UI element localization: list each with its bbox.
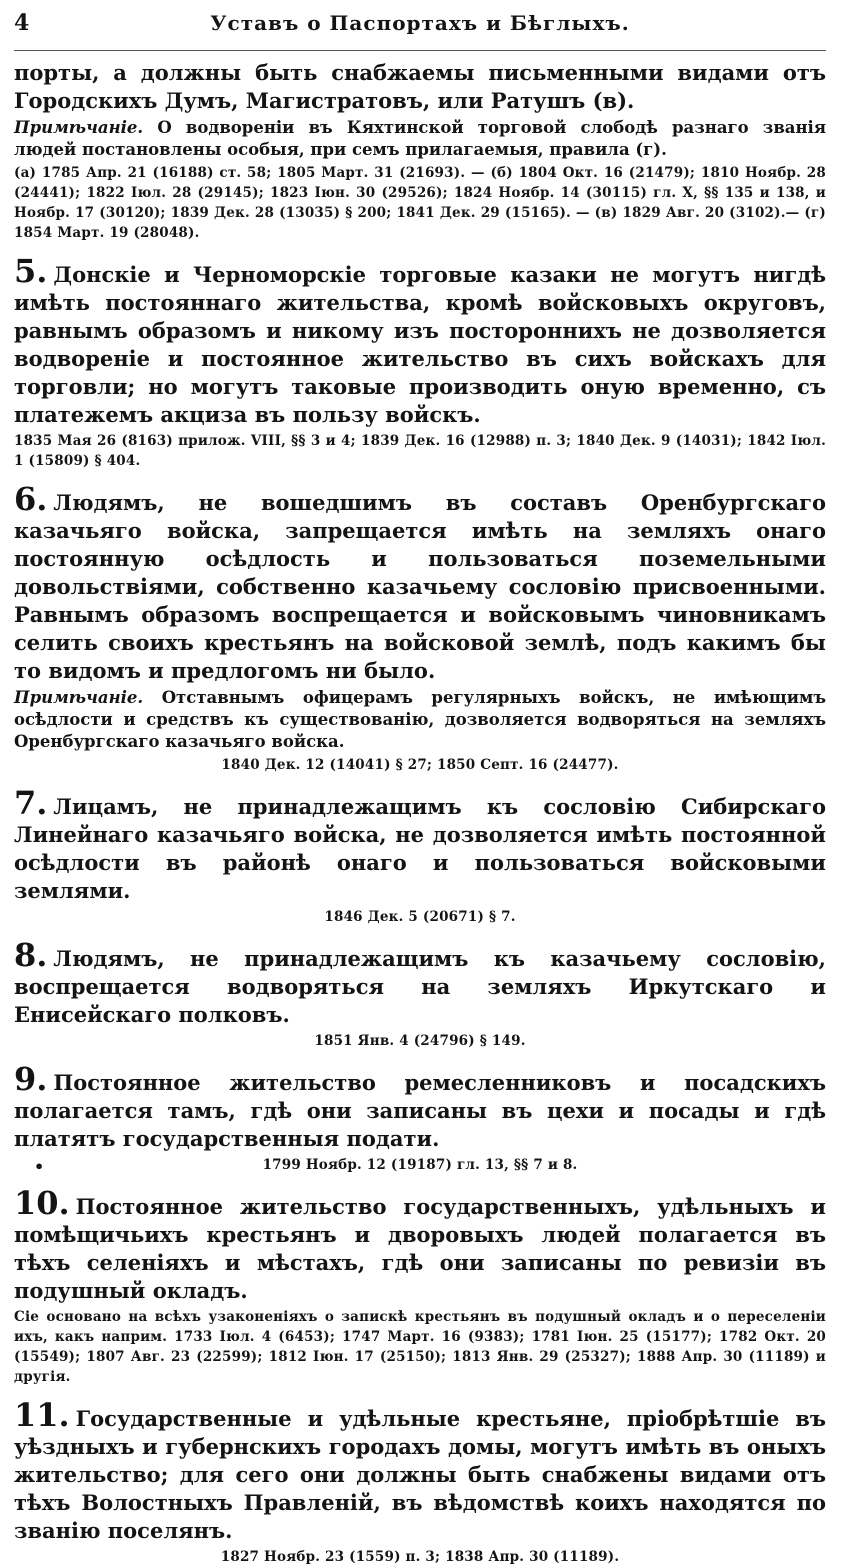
article-note: [14, 687, 826, 753]
note-label: Примѣчаніе.: [14, 118, 144, 137]
page-header: [14, 10, 826, 51]
article-11: [14, 1396, 826, 1567]
article-number: 6.: [14, 480, 48, 518]
article-number: 11.: [14, 1396, 70, 1434]
article-text: [14, 1184, 826, 1305]
article-number: 8.: [14, 936, 48, 974]
article-9: [14, 1060, 826, 1176]
article-7: [14, 784, 826, 927]
article-5: [14, 252, 826, 471]
page-number: 4: [14, 10, 30, 36]
article-number: 10.: [14, 1184, 70, 1222]
references-row: [14, 1155, 826, 1175]
article-number: 7.: [14, 784, 48, 822]
note-text: О водвореніи въ Кяхтинской торговой слободѣ разнаго званія людей постановлены особыя, при семъ прилагаемыя, правила (г).: [14, 118, 827, 159]
article-references: Сіе основано на всѣхъ узаконеніяхъ о запискѣ крестьянъ въ подушный окладъ и о переселеніи ихъ, какъ наприм. 1733 Іюл. 4 (6453); 1747 Март. 16 (9383); 1781 Іюн. 25 (15177); 1782 Окт. 20 (15549); 1807 Авг. 23 (22599); 1812 Іюн. 17 (25150); 1813 Янв. 29 (25327); 1888 Апр. 30 (11189) и другія.: [14, 1309, 826, 1385]
article-body: Донскіе и Черноморскіе торговые казаки не могутъ нигдѣ имѣть постояннаго жительства, кромѣ войсковыхъ округовъ, равнымъ образомъ и никому изъ постороннихъ не дозволяется водвореніе и постоянное жительство въ сихъ войскахъ для торговли; но могутъ таковые производить оную временно, съ платежемъ акциза въ пользу войскъ.: [14, 262, 826, 427]
article-body: Людямъ, не вошедшимъ въ составъ Оренбургскаго казачьяго войска, запрещается имѣть на земляхъ онаго постоянную осѣдлость и пользоваться поземельными довольствіями, собственно казачьему сословію присвоенными. Равнымъ образомъ воспрещается и войсковымъ чиновникамъ селить своихъ крестьянъ на войсковой землѣ, подъ какимъ бы то видомъ и предлогомъ ни было.: [14, 490, 826, 683]
intro-note: [14, 117, 826, 161]
article-text: [14, 936, 826, 1029]
article-10: [14, 1184, 826, 1387]
article-body: Лицамъ, не принадлежащимъ къ сословію Сибирскаго Линейнаго казачьяго войска, не дозволяется имѣть постоянной осѣдлости въ районѣ онаго и пользоваться войсковыми землями.: [14, 794, 826, 903]
article-body: Государственные и удѣльные крестьяне, пріобрѣтшіе въ уѣздныхъ и губернскихъ городахъ домы, могутъ имѣть въ оныхъ жительство; для сего они должны быть снабжены видами отъ тѣхъ Волостныхъ Правленій, въ вѣдомствѣ коихъ находятся по званію поселянъ.: [14, 1406, 826, 1543]
article-number: 9.: [14, 1060, 48, 1098]
intro-block: [14, 59, 826, 243]
intro-references: (а) 1785 Апр. 21 (16188) ст. 58; 1805 Март. 31 (21693). — (б) 1804 Окт. 16 (21479); 1810 Ноябр. 28 (24441); 1822 Іюл. 28 (29145); 1823 Іюн. 30 (29526); 1824 Ноябр. 14 (30115) гл. X, §§ 135 и 138, и Ноябр. 17 (30120); 1839 Дек. 28 (13035) § 200; 1841 Дек. 29 (15165). — (в) 1829 Авг. 20 (3102).— (г) 1854 Март. 19 (28048).: [14, 165, 826, 241]
article-references: 1846 Дек. 5 (20671) § 7.: [324, 909, 516, 925]
article-text: [14, 252, 826, 429]
article-references: 1840 Дек. 12 (14041) § 27; 1850 Септ. 16 (24477).: [221, 757, 619, 773]
article-text: [14, 480, 826, 685]
intro-paragraph: порты, а должны быть снабжаемы письменными видами отъ Городскихъ Думъ, Магистратовъ, или Ратушъ (в).: [14, 60, 826, 113]
article-references: 1835 Мая 26 (8163) прилож. VIII, §§ 3 и 4; 1839 Дек. 16 (12988) п. 3; 1840 Дек. 9 (14031); 1842 Іюл. 1 (15809) § 404.: [14, 433, 826, 469]
article-text: [14, 1396, 826, 1545]
article-body: Постоянное жительство ремесленниковъ и посадскихъ полагается тамъ, гдѣ они записаны въ цехи и посады и гдѣ платятъ государственныя подати.: [14, 1070, 826, 1151]
note-text: Отставнымъ офицерамъ регулярныхъ войскъ, не имѣющимъ осѣдлости и средствъ къ существованію, дозволяется водворяться на земляхъ Оренбургскаго казачьяго войска.: [14, 688, 826, 751]
article-references: 1851 Янв. 4 (24796) § 149.: [314, 1033, 526, 1049]
article-body: Людямъ, не принадлежащимъ къ казачьему сословію, воспрещается водворяться на земляхъ Иркутскаго и Енисейскаго полковъ.: [14, 946, 826, 1027]
article-references: 1799 Ноябр. 12 (19187) гл. 13, §§ 7 и 8.: [262, 1157, 578, 1173]
article-references: 1827 Ноябр. 23 (1559) п. 3; 1838 Апр. 30 (11189).: [220, 1549, 620, 1565]
note-label: Примѣчаніе.: [14, 688, 144, 707]
article-number: 5.: [14, 252, 48, 290]
article-8: [14, 936, 826, 1051]
article-body: Постоянное жительство государственныхъ, удѣльныхъ и помѣщичьихъ крестьянъ и дворовыхъ людей полагается въ тѣхъ селеніяхъ и мѣстахъ, гдѣ они записаны по ревизіи въ подушный окладъ.: [14, 1194, 826, 1303]
article-text: [14, 784, 826, 905]
running-title: Уставъ о Паспортахъ и Бѣглыхъ.: [210, 11, 630, 35]
article-text: [14, 1060, 826, 1153]
article-6: [14, 480, 826, 775]
bullet-dot: •: [34, 1157, 45, 1176]
